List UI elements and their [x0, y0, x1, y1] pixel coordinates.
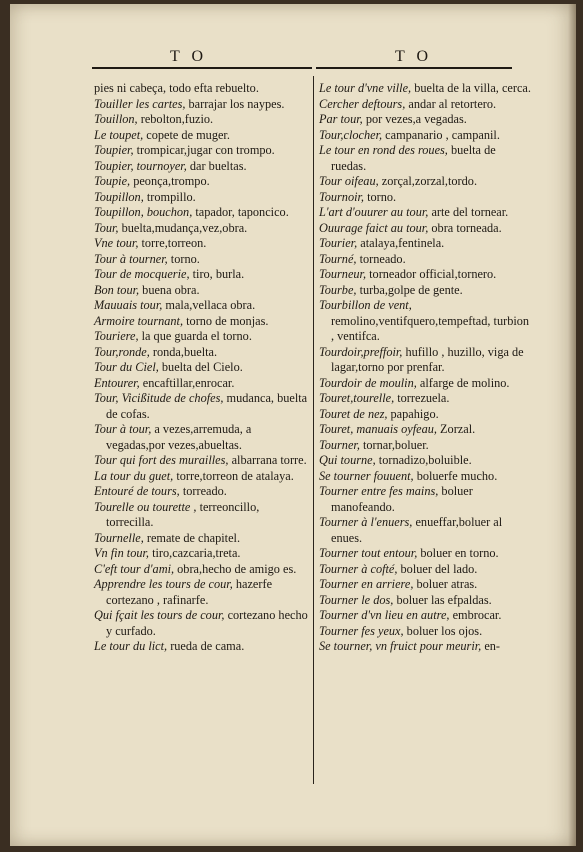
entry-definition: boluerfe mucho. [416, 468, 498, 483]
entry-term: Toupillon, bouchon, [94, 205, 193, 219]
right-column [319, 81, 531, 655]
entry-term: Tourner en arriere, [319, 577, 414, 591]
dictionary-entry [94, 531, 308, 547]
dictionary-entry [94, 81, 308, 97]
dictionary-entry [319, 97, 531, 113]
entry-definition: obra,hecho de amigo es. [177, 561, 297, 576]
entry-term: Touret, manuais oyfeau, [319, 422, 437, 436]
entry-definition: cortezano hecho y curfado. [106, 608, 308, 638]
entry-definition: torre,torreon de atalaya. [176, 468, 294, 483]
entry-term: Touriere, [94, 329, 139, 343]
dictionary-entry [94, 221, 308, 237]
dictionary-entry [319, 593, 531, 609]
dictionary-entry [94, 391, 308, 422]
dictionary-entry [94, 143, 308, 159]
entry-definition: obra torneada. [431, 220, 502, 235]
entry-term: La tour du guet, [94, 468, 174, 483]
entry-definition: en- [484, 639, 501, 653]
dictionary-entry [94, 97, 308, 113]
entry-term: Mauuais tour, [94, 298, 163, 312]
entry-term: Toupillon, [94, 189, 144, 204]
entry-term: Apprendre les tours de cour, [94, 577, 233, 591]
entry-term: Entourer, [94, 375, 140, 390]
entry-definition: torneado. [359, 251, 406, 266]
book-page [10, 4, 576, 846]
entry-definition: Zorzal. [440, 422, 476, 436]
entry-definition: turba,golpe de gente. [359, 282, 463, 297]
entry-definition: papahigo. [390, 406, 439, 421]
entry-term: Tournoir, [319, 189, 365, 204]
entry-term: Tour, [94, 220, 119, 235]
entry-definition: la que guarda el torno. [141, 329, 252, 343]
entry-definition: boluer manofeando. [331, 484, 473, 514]
entry-term: Tourner à l'enuers, [319, 515, 413, 529]
left-column [94, 81, 308, 655]
entry-term: Ouurage faict au tour, [319, 220, 429, 235]
entry-term: Touret de nez, [319, 406, 388, 421]
entry-term: Tourdoir de moulin, [319, 375, 417, 390]
dictionary-entry [94, 190, 308, 206]
dictionary-entry [319, 283, 531, 299]
entry-definition: a vezes,arremuda, a vegadas,por vezes,abueltas. [106, 422, 252, 452]
entry-definition: pies ni cabeça, todo efta rebuelto. [94, 81, 259, 95]
entry-definition: hazerfe cortezano , rafinarfe. [106, 577, 273, 607]
entry-definition: torno. [367, 189, 397, 204]
dictionary-entry [319, 112, 531, 128]
entry-definition: mala,vellaca obra. [165, 298, 256, 312]
dictionary-entry [94, 314, 308, 330]
entry-definition: peonça,trompo. [133, 174, 210, 188]
entry-term: Le tour du lict, [94, 639, 168, 653]
entry-term: Tourner, [319, 437, 360, 452]
entry-definition: zorçal,zorzal,tordo. [381, 174, 478, 188]
entry-definition: terreoncillo, torrecilla. [106, 499, 260, 529]
entry-definition: tiro, burla. [192, 267, 245, 281]
dictionary-entry [319, 143, 531, 174]
entry-definition: buelta,mudança,vez,obra. [121, 220, 248, 235]
dictionary-entry [94, 562, 308, 578]
entry-definition: remate de chapitel. [146, 530, 241, 545]
dictionary-entry [94, 453, 308, 469]
entry-term: Tour oifeau, [319, 174, 379, 188]
dictionary-entry [94, 298, 308, 314]
dictionary-entry [319, 624, 531, 640]
entry-term: Tourner entre fes mains, [319, 484, 439, 498]
page-edge-shadow [568, 4, 576, 846]
entry-definition: torno. [170, 251, 200, 266]
dictionary-entry [94, 345, 308, 361]
entry-term: Tour,clocher, [319, 127, 383, 142]
entry-definition: buelta de la villa, cerca. [414, 81, 531, 95]
dictionary-entry [319, 267, 531, 283]
entry-term: Tour du Ciel, [94, 360, 159, 374]
dictionary-entry [319, 422, 531, 438]
entry-term: Tourner le dos, [319, 592, 394, 607]
dictionary-entry [94, 500, 308, 531]
entry-definition: buena obra. [142, 282, 200, 297]
entry-term: Se tourner, vn fruict pour meurir, [319, 639, 482, 653]
dictionary-entry [94, 267, 308, 283]
entry-definition: alfarge de molino. [419, 375, 510, 390]
entry-term: Tourneur, [319, 267, 367, 281]
dictionary-entry [319, 190, 531, 206]
entry-definition: barrajar los naypes. [188, 96, 285, 111]
entry-term: Se tourner fouuent, [319, 468, 414, 483]
column-divider [313, 76, 314, 784]
dictionary-entry [94, 252, 308, 268]
dictionary-entry [94, 329, 308, 345]
dictionary-entry [94, 174, 308, 190]
entry-term: Tour,ronde, [94, 344, 150, 359]
entry-definition: trompicar,jugar con trompo. [136, 143, 275, 157]
entry-definition: torre,torreon. [141, 236, 207, 250]
entry-definition: tiro,cazcaria,treta. [152, 546, 241, 560]
header-rule-left [92, 67, 312, 69]
dictionary-entry [94, 577, 308, 608]
entry-definition: buelta de ruedas. [331, 143, 496, 173]
entry-term: Tour à tour, [94, 422, 152, 436]
dictionary-entry [319, 562, 531, 578]
entry-term: Toupie, [94, 174, 131, 188]
entry-definition: enueffar,boluer al enues. [331, 515, 503, 545]
dictionary-entry [94, 608, 308, 639]
dictionary-entry [319, 407, 531, 423]
entry-definition: por vezes,a vegadas. [365, 112, 467, 126]
dictionary-entry [94, 422, 308, 453]
dictionary-entry [319, 221, 531, 237]
entry-definition: boluer en torno. [420, 546, 499, 560]
entry-term: L'art d'ouurer au tour, [319, 205, 429, 219]
entry-definition: tornar,boluer. [362, 437, 429, 452]
dictionary-entry [319, 376, 531, 392]
entry-definition: torno de monjas. [186, 313, 269, 328]
entry-term: Tourelle ou tourette , [94, 499, 197, 514]
entry-term: Cercher deftours, [319, 96, 406, 111]
dictionary-entry [94, 484, 308, 500]
dictionary-entry [94, 639, 308, 655]
entry-term: Tourner d'vn lieu en autre, [319, 608, 450, 622]
entry-definition: tapador, taponcico. [195, 205, 289, 219]
entry-term: Toupier, tournoyer, [94, 158, 187, 173]
entry-term: Le tour en rond des roues, [319, 143, 448, 157]
dictionary-entry [319, 205, 531, 221]
dictionary-entry [319, 298, 531, 345]
entry-definition: arte del tornear. [431, 205, 509, 219]
entry-definition: campanario , campanil. [385, 127, 500, 142]
entry-definition: trompillo. [146, 189, 196, 204]
entry-term: Tournelle, [94, 530, 144, 545]
entry-term: Tourbe, [319, 282, 357, 297]
entry-term: Le tour d'vne ville, [319, 81, 412, 95]
running-header [10, 48, 576, 68]
entry-term: Tourner tout entour, [319, 546, 418, 560]
entry-definition: torreado. [182, 484, 227, 498]
entry-term: Entouré de tours, [94, 484, 180, 498]
dictionary-entry [319, 546, 531, 562]
entry-term: Tourbillon de vent, [319, 298, 412, 312]
entry-definition: albarrana torre. [231, 453, 307, 467]
entry-definition: torneador official,tornero. [369, 267, 497, 281]
dictionary-entry [319, 453, 531, 469]
dictionary-entry [319, 252, 531, 268]
entry-definition: boluer del lado. [400, 561, 478, 576]
entry-term: Tour, Vicißitude de chofes, [94, 391, 224, 405]
entry-term: Vn fin tour, [94, 546, 149, 560]
entry-term: Armoire tournant, [94, 313, 184, 328]
entry-term: Bon tour, [94, 282, 140, 297]
dictionary-entry [319, 128, 531, 144]
entry-term: Tourner fes yeux, [319, 623, 404, 638]
entry-definition: buelta del Cielo. [161, 360, 243, 374]
entry-term: Tourdoir,preffoir, [319, 344, 403, 359]
dictionary-entry [94, 205, 308, 221]
entry-definition: boluer atras. [416, 577, 478, 591]
entry-term: Tourier, [319, 236, 358, 250]
dictionary-entry [94, 283, 308, 299]
dictionary-entry [319, 174, 531, 190]
dictionary-entry [319, 345, 531, 376]
dictionary-entry [319, 515, 531, 546]
entry-term: Touillon, [94, 112, 138, 126]
entry-term: Tourner à cofté, [319, 561, 398, 576]
entry-term: Tour de mocquerie, [94, 267, 190, 281]
entry-term: Par tour, [319, 112, 363, 126]
dictionary-entry [94, 376, 308, 392]
entry-definition: torrezuela. [397, 391, 450, 405]
dictionary-entry [319, 438, 531, 454]
dictionary-entry [319, 484, 531, 515]
entry-term: Tourné, [319, 251, 357, 266]
dictionary-entry [319, 81, 531, 97]
entry-definition: mudanca, buelta de cofas. [106, 391, 308, 421]
dictionary-entry [319, 391, 531, 407]
entry-definition: embrocar. [452, 608, 502, 622]
entry-term: Le toupet, [94, 127, 144, 142]
entry-term: Qui fçait les tours de cour, [94, 608, 225, 622]
entry-term: Vne tour, [94, 236, 139, 250]
dictionary-entry [319, 577, 531, 593]
dictionary-entry [319, 608, 531, 624]
entry-term: Qui tourne, [319, 453, 376, 467]
entry-term: Touret,tourelle, [319, 391, 395, 405]
entry-term: Touiller les cartes, [94, 96, 186, 111]
dictionary-entry [94, 128, 308, 144]
header-rule-right [316, 67, 512, 69]
entry-definition: ronda,buelta. [152, 344, 218, 359]
entry-term: Toupier, [94, 143, 134, 157]
dictionary-entry [94, 546, 308, 562]
dictionary-entry [94, 112, 308, 128]
entry-definition: andar al retortero. [408, 96, 497, 111]
entry-definition: remolino,ventifquero,tempeftad, turbion , ventifca. [331, 313, 530, 343]
entry-definition: dar bueltas. [189, 158, 247, 173]
dictionary-entry [319, 236, 531, 252]
entry-definition: boluer las efpaldas. [396, 592, 492, 607]
entry-term: Tour à tourner, [94, 251, 168, 266]
entry-definition: rebolton,fuzio. [140, 112, 214, 126]
entry-definition: hufillo , huzillo, viga de lagar,torno por prenfar. [331, 344, 524, 374]
dictionary-entry [94, 236, 308, 252]
dictionary-entry [319, 469, 531, 485]
entry-definition: atalaya,fentinela. [360, 236, 445, 250]
entry-term: C'eft tour d'ami, [94, 561, 175, 576]
header-left: T O [170, 48, 208, 65]
entry-definition: boluer los ojos. [406, 623, 483, 638]
entry-definition: tornadizo,boluible. [378, 453, 472, 467]
entry-definition: encaftillar,enrocar. [142, 375, 235, 390]
dictionary-entry [94, 159, 308, 175]
dictionary-entry [319, 639, 531, 655]
dictionary-entry [94, 469, 308, 485]
header-right: T O [395, 48, 433, 65]
entry-definition: rueda de cama. [170, 639, 245, 653]
entry-definition: copete de muger. [146, 127, 230, 142]
dictionary-entry [94, 360, 308, 376]
entry-term: Tour qui fort des murailles, [94, 453, 229, 467]
